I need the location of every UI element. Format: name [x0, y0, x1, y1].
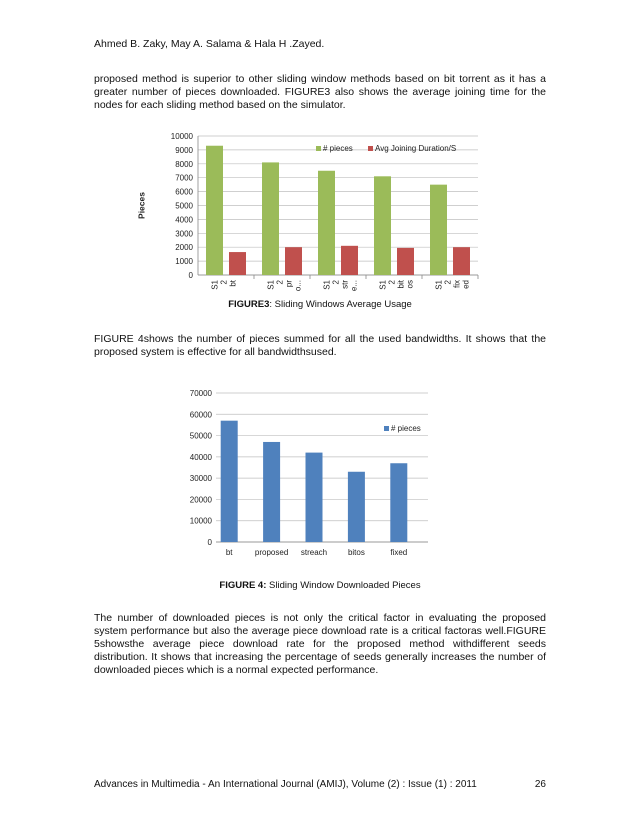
bar: [262, 162, 279, 275]
x-tick-label: 2: [275, 280, 285, 285]
x-tick-label: S1: [322, 280, 332, 290]
y-tick-label: 2000: [175, 243, 193, 253]
bar: [374, 176, 391, 275]
bar: [341, 246, 358, 275]
bar: [306, 453, 323, 542]
figure4-caption: [94, 580, 546, 591]
x-tick-label: 2: [387, 280, 397, 285]
figure4-caption-text: Sliding Window Downloaded Pieces: [266, 580, 421, 591]
x-tick-label: os: [405, 280, 415, 289]
running-header: Ahmed B. Zaky, May A. Salama & Hala H .Zayed.: [94, 38, 325, 50]
x-tick-label: o...: [293, 280, 303, 292]
figure3-caption-label: FIGURE3: [228, 299, 270, 310]
y-tick-label: 30000: [189, 474, 212, 484]
figure3-caption: [94, 299, 546, 310]
y-tick-label: 10000: [189, 516, 212, 526]
bar: [221, 421, 238, 542]
bar: [453, 247, 470, 275]
y-tick-label: 40000: [189, 452, 212, 462]
legend-label: # pieces: [391, 424, 421, 433]
y-tick-label: 5000: [175, 201, 193, 211]
y-tick-label: 4000: [175, 215, 193, 225]
x-tick-label: e...: [349, 280, 359, 292]
x-tick-label: S1: [378, 280, 388, 290]
bar: [229, 252, 246, 275]
y-tick-label: 20000: [189, 495, 212, 505]
bar: [263, 442, 280, 542]
y-tick-label: 10000: [170, 132, 193, 141]
x-tick-label: bit: [396, 280, 406, 289]
y-tick-label: 60000: [189, 410, 212, 420]
y-axis-title: Pieces: [136, 192, 147, 219]
y-tick-label: 7000: [175, 173, 193, 183]
y-tick-label: 0: [188, 271, 193, 280]
y-tick-label: 1000: [175, 257, 193, 267]
paragraph-2: FIGURE 4shows the number of pieces summed for all the used bandwidths. It shows that the proposed system is effective for all bandwidthsused.: [94, 333, 546, 358]
y-tick-label: 70000: [189, 389, 212, 398]
x-tick-label: S1: [266, 280, 276, 290]
figure3-caption-text: : Sliding Windows Average Usage: [269, 299, 412, 310]
legend-swatch: [316, 146, 321, 151]
x-tick-label: ed: [461, 280, 471, 289]
x-tick-label: pr: [284, 280, 294, 288]
x-tick-label: fix: [452, 280, 462, 288]
x-tick-label: streach: [300, 548, 328, 557]
x-tick-label: bitos: [347, 548, 365, 557]
paragraph-1: proposed method is superior to other sliding window methods based on bit torrent as it has a greater number of pieces downloaded. FIGURE3 also shows the average joining time for the nodes for each sliding method based on the simulator.: [94, 73, 546, 111]
figure4-chart: [180, 385, 440, 565]
y-tick-label: 9000: [175, 145, 193, 155]
bar: [318, 171, 335, 275]
x-tick-label: S1: [434, 280, 444, 290]
legend-label: # pieces: [323, 144, 353, 153]
page-number: 26: [534, 779, 546, 790]
y-tick-label: 3000: [175, 229, 193, 239]
x-tick-label: S1: [210, 280, 220, 290]
legend-swatch: [368, 146, 373, 151]
legend-label: Avg Joining Duration/S: [375, 144, 457, 153]
footer-journal: Advances in Multimedia - An International Journal (AMIJ), Volume (2) : Issue (1) : 2011: [94, 779, 477, 790]
x-tick-label: 2: [219, 280, 229, 285]
bar: [390, 463, 407, 542]
x-tick-label: 2: [331, 280, 341, 285]
y-tick-label: 6000: [175, 187, 193, 197]
x-tick-label: bt: [225, 548, 233, 557]
figure3-chart: [130, 128, 490, 298]
figure4-caption-label: FIGURE 4:: [219, 580, 267, 591]
x-tick-label: fixed: [390, 548, 408, 557]
y-tick-label: 50000: [189, 431, 212, 441]
y-tick-label: 0: [207, 538, 212, 547]
x-tick-label: 2: [443, 280, 453, 285]
bar: [397, 248, 414, 275]
x-tick-label: bt: [228, 280, 238, 287]
bar: [285, 247, 302, 275]
x-tick-label: proposed: [254, 548, 289, 557]
bar: [348, 472, 365, 542]
legend-swatch: [384, 426, 389, 431]
page-footer: [94, 779, 546, 790]
paragraph-3: The number of downloaded pieces is not only the critical factor in evaluating the proposed system performance but also the average piece download rate is a critical factoras well.FIGURE 5showsthe average piece download rate for the proposed method withdifferent seeds distribution. It shows that increasing the percentage of seeds generally increases the number of downloaded pieces which is a normal expected performance.: [94, 612, 546, 676]
bar: [206, 146, 223, 275]
x-tick-label: str: [340, 280, 350, 289]
bar: [430, 185, 447, 275]
y-tick-label: 8000: [175, 159, 193, 169]
